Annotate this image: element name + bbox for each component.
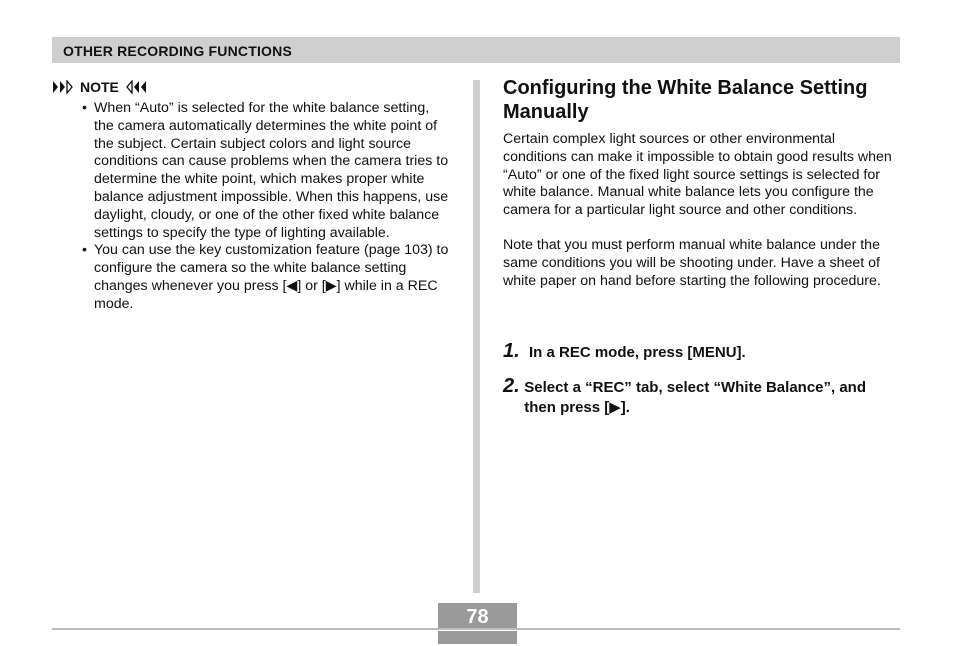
note-heading — [52, 79, 147, 95]
step-number: 1. — [503, 340, 520, 362]
note-right-arrows-icon — [125, 80, 147, 94]
step-text: In a REC mode, press [MENU]. — [529, 344, 746, 361]
note-item — [82, 100, 452, 242]
section-header-bar — [52, 37, 900, 63]
section-header-label: OTHER RECORDING FUNCTIONS — [63, 43, 292, 59]
column-divider — [473, 80, 480, 593]
note-paragraph: Note that you must perform manual white balance under the same conditions you will be shooting under. Have a sheet of white paper on hand before starting the following procedure. — [503, 237, 881, 289]
note-list — [82, 100, 452, 314]
step-1 — [503, 341, 893, 363]
step-2 — [503, 376, 893, 418]
bullet-marker: • — [82, 242, 87, 259]
step-number: 2. — [503, 375, 520, 397]
note-item-text: You can use the key customization feature (page 103) to configure the camera so the white balance setting changes whenever you press [◀] or [▶] while in a REC mode. — [94, 242, 449, 312]
note-item — [82, 242, 452, 313]
intro-paragraph: Certain complex light sources or other environmental conditions can make it impossible to obtain good results when “Auto” or one of the fixed light source settings is selected for white balance. Manual white balance lets you configure the camera for a particular light source and other conditions. — [503, 131, 892, 219]
note-label: NOTE — [80, 79, 119, 95]
page-title: Configuring the White Balance Setting Manually — [503, 77, 868, 123]
step-text: Select a “REC” tab, select “White Balance”, and then press [▶]. — [524, 379, 867, 416]
bullet-marker: • — [82, 100, 87, 116]
note-item-text: When “Auto” is selected for the white balance setting, the camera automatically determines the white point of the subject. Certain subject colors and light source conditions can cause problems when the camera tries to determine the white point, which makes proper white balance adjustment impossible. When this happens, use daylight, cloudy, or one of the other fixed white balance settings to specify the type of lighting available. — [94, 100, 449, 241]
page-number: 78 — [466, 606, 489, 628]
page-number-tab — [438, 631, 517, 644]
note-left-arrows-icon — [52, 80, 74, 94]
